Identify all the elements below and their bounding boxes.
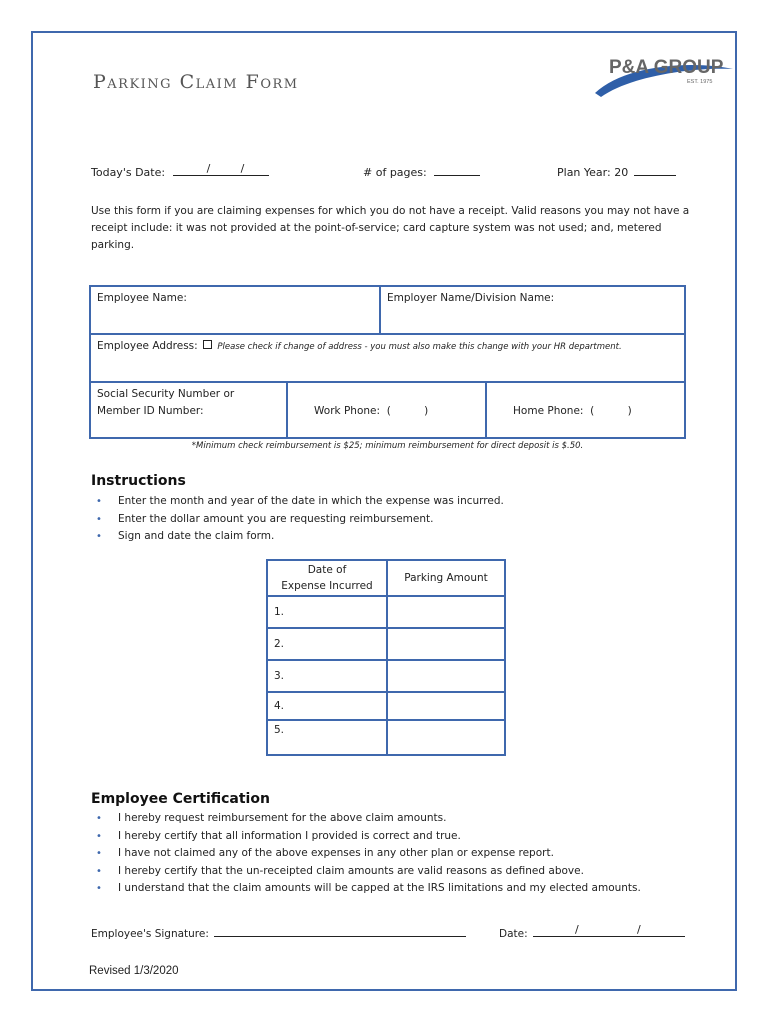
row-number: 4. — [274, 700, 285, 712]
date-cell[interactable] — [267, 660, 387, 692]
pages-field[interactable] — [363, 164, 480, 179]
certification-item: • I hereby certify that the un-receipted claim amounts are valid reasons as defined above. — [91, 863, 641, 881]
plan-year-field[interactable] — [557, 164, 676, 179]
certification-list — [91, 810, 641, 898]
instructions-section — [91, 473, 504, 546]
logo-text: P&A GROUP — [609, 57, 724, 78]
employee-name-label: Employee Name: — [97, 292, 187, 304]
address-change-note: Please check if change of address - you must also make this change with your HR department. — [217, 342, 622, 352]
row-number: 3. — [274, 670, 285, 682]
signature-date-line[interactable]: / / — [533, 925, 685, 937]
employee-address-label: Employee Address: — [97, 340, 198, 352]
employee-name-field[interactable] — [91, 287, 381, 335]
table-row — [267, 628, 505, 660]
home-phone-field[interactable] — [487, 383, 684, 437]
signature-date-label: Date: — [499, 928, 528, 940]
amount-cell[interactable] — [387, 660, 505, 692]
pa-group-logo — [587, 53, 737, 101]
todays-date-field[interactable] — [91, 164, 269, 179]
certification-section — [91, 791, 641, 898]
table-row — [267, 660, 505, 692]
employee-address-field[interactable] — [91, 335, 684, 383]
certification-item: • I hereby request reimbursement for the above claim amounts. — [91, 810, 641, 828]
amount-cell[interactable] — [387, 596, 505, 628]
employer-name-field[interactable] — [381, 287, 684, 335]
instructions-heading: Instructions — [91, 473, 186, 489]
table-row — [267, 692, 505, 720]
signature-label: Employee's Signature: — [91, 928, 209, 940]
pages-label: # of pages: — [363, 166, 427, 179]
amount-cell[interactable] — [387, 692, 505, 720]
ssn-label-line1: Social Security Number or — [97, 388, 235, 400]
form-page — [31, 31, 737, 991]
date-cell[interactable] — [267, 596, 387, 628]
employee-info-box — [89, 285, 686, 439]
plan-year-line[interactable] — [634, 164, 676, 176]
instruction-item: • Enter the dollar amount you are requesting reimbursement. — [91, 511, 504, 529]
date-header-line2: Expense Incurred — [281, 580, 373, 592]
instruction-item: • Sign and date the claim form. — [91, 528, 504, 546]
amount-cell[interactable] — [387, 720, 505, 755]
table-row — [267, 720, 505, 755]
address-change-checkbox[interactable] — [203, 340, 212, 349]
certification-heading: Employee Certification — [91, 791, 270, 807]
instruction-item: • Enter the month and year of the date in which the expense was incurred. — [91, 493, 504, 511]
date-header-line1: Date of — [307, 564, 347, 576]
date-cell[interactable] — [267, 692, 387, 720]
todays-date-label: Today's Date: — [91, 166, 166, 179]
certification-item: • I understand that the claim amounts will be capped at the IRS limitations and my elected amounts. — [91, 880, 641, 898]
signature-line[interactable] — [214, 925, 466, 937]
row-number: 2. — [274, 638, 285, 650]
parking-amount-header: Parking Amount — [387, 560, 505, 596]
work-phone-label: Work Phone: ( ) — [314, 405, 429, 417]
table-row — [267, 596, 505, 628]
signature-date-field[interactable] — [499, 925, 685, 940]
amount-cell[interactable] — [387, 628, 505, 660]
signature-field[interactable] — [91, 925, 466, 940]
plan-year-label: Plan Year: 20 — [557, 166, 629, 179]
expense-table-header — [267, 560, 505, 596]
instructions-list — [91, 493, 504, 546]
date-cell[interactable] — [267, 628, 387, 660]
certification-item: • I hereby certify that all information I provided is correct and true. — [91, 828, 641, 846]
expense-table — [266, 559, 506, 756]
row-number: 5. — [274, 724, 285, 736]
row-number: 1. — [274, 606, 285, 618]
pages-line[interactable] — [434, 164, 480, 176]
work-phone-field[interactable] — [288, 383, 487, 437]
revised-date: Revised 1/3/2020 — [89, 965, 179, 977]
intro-paragraph: Use this form if you are claiming expenses for which you do not have a receipt. Valid reasons you may not have a receipt include: it was not provided at the point-of-service; card capture system was not used; and, metered parking. — [91, 205, 690, 251]
home-phone-label: Home Phone: ( ) — [513, 405, 632, 417]
todays-date-line[interactable]: / / — [173, 164, 269, 176]
logo-est: EST. 1975 — [687, 79, 713, 85]
company-logo — [587, 53, 737, 101]
date-incurred-header — [267, 560, 387, 596]
date-cell[interactable] — [267, 720, 387, 755]
ssn-field[interactable] — [91, 383, 288, 437]
employer-name-label: Employer Name/Division Name: — [387, 292, 555, 304]
reimbursement-note: *Minimum check reimbursement is $25; minimum reimbursement for direct deposit is $.50. — [191, 441, 584, 451]
ssn-label-line2: Member ID Number: — [97, 405, 204, 417]
form-title: Parking Claim Form — [93, 71, 299, 93]
certification-item: • I have not claimed any of the above expenses in any other plan or expense report. — [91, 845, 641, 863]
